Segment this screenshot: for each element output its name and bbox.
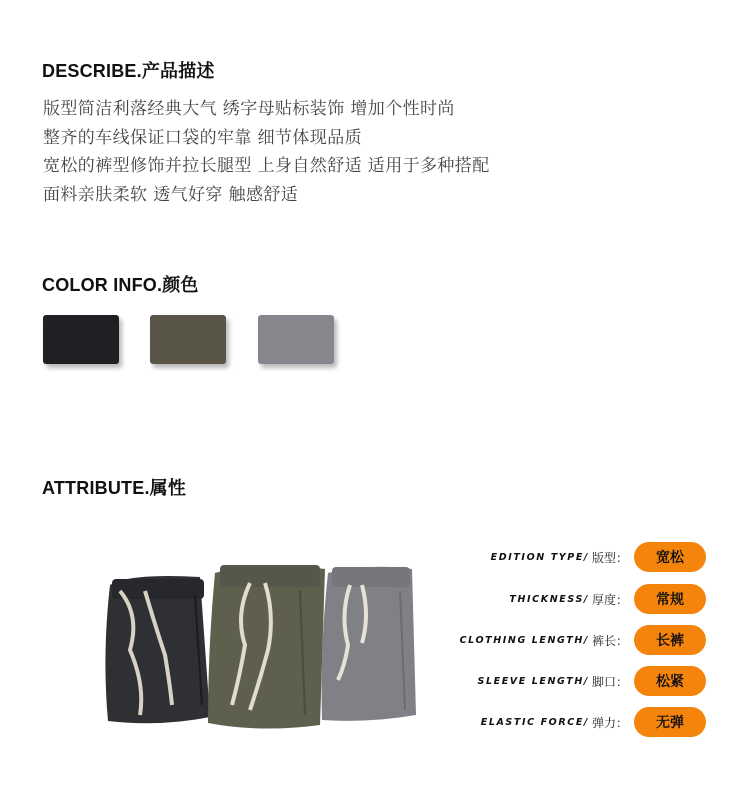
description-line: 宽松的裤型修饰并拉长腿型 上身自然舒适 适用于多种搭配 (43, 156, 490, 176)
attribute-value-badge: 松紧 (634, 666, 706, 696)
attribute-label-en: THICKNESS/ (509, 593, 589, 605)
attribute-value-badge: 无弹 (634, 707, 706, 737)
attribute-label-cn: 脚口： (591, 674, 628, 689)
attribute-row-clothing-length (460, 625, 706, 655)
attribute-value-badge: 宽松 (634, 542, 706, 572)
attribute-label-en: ELASTIC FORCE/ (480, 716, 589, 728)
attribute-label-cn: 裤长： (591, 633, 628, 648)
attribute-label-cn: 弹力： (591, 715, 628, 730)
pant-gray (322, 567, 416, 721)
pant-army-green (208, 565, 325, 729)
attribute-title: ATTRIBUTE.属性 (42, 478, 187, 498)
describe-title: DESCRIBE.产品描述 (42, 61, 215, 81)
pant-black (105, 576, 210, 723)
attribute-value-badge: 常规 (634, 584, 706, 614)
description-text (43, 95, 490, 209)
attribute-label-en: EDITION TYPE/ (490, 551, 589, 563)
attribute-label-cn: 版型： (591, 550, 628, 565)
color-info-title: COLOR INFO.颜色 (42, 275, 199, 295)
color-swatch-army-green[interactable] (150, 315, 226, 364)
color-swatch-black[interactable] (43, 315, 119, 364)
attribute-label-en: SLEEVE LENGTH/ (477, 675, 589, 687)
attribute-row-sleeve-length (478, 666, 706, 696)
description-line: 版型简洁利落经典大气 绣字母贴标装饰 增加个性时尚 (43, 99, 455, 119)
attribute-label-en: CLOTHING LENGTH/ (459, 634, 589, 646)
attribute-row-edition-type (491, 542, 706, 572)
description-line: 整齐的车线保证口袋的牢靠 细节体现品质 (43, 127, 363, 148)
attribute-label-cn: 厚度： (591, 592, 628, 607)
attribute-value-badge: 长裤 (634, 625, 706, 655)
product-photo-pants (100, 555, 420, 735)
color-swatch-gray[interactable] (258, 315, 334, 364)
attribute-row-elastic-force (481, 707, 706, 737)
description-line: 面料亲肤柔软 透气好穿 触感舒适 (43, 184, 299, 205)
attribute-row-thickness (509, 584, 706, 614)
